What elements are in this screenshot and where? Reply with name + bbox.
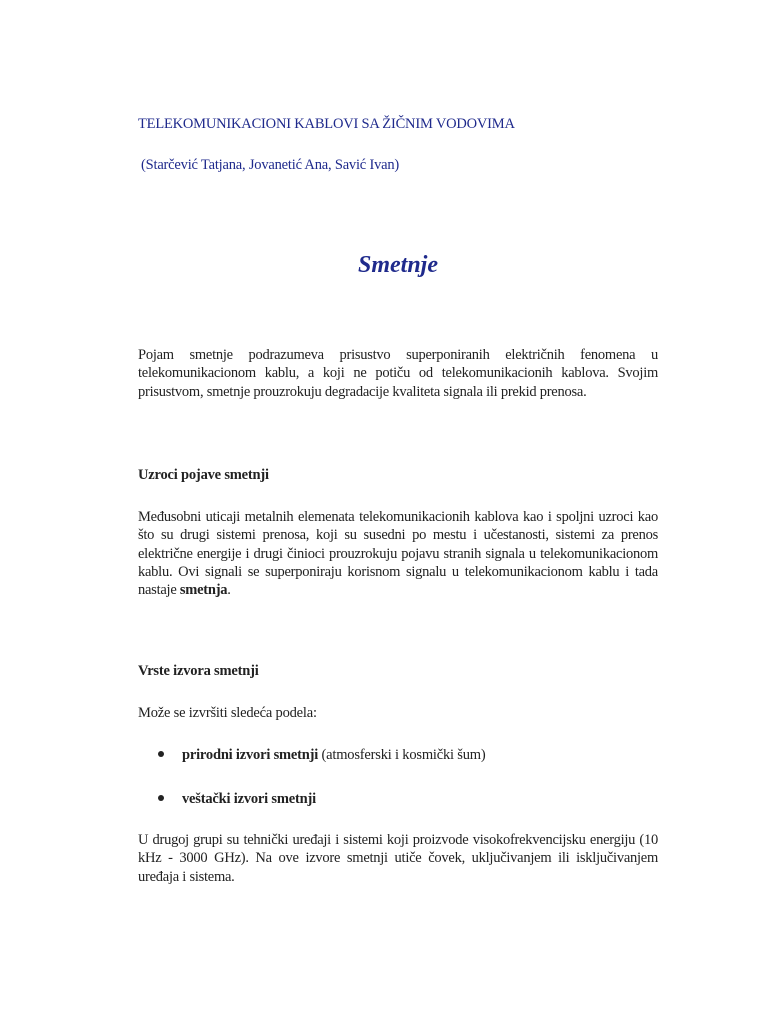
causes-paragraph-end: . [227,582,231,599]
bullet-icon [158,751,164,757]
header-title: TELEKOMUNIKACIONI KABLOVI SA ŽIČNIM VODOVIMA [138,116,515,132]
sources-paragraph: U drugoj grupi su tehnički uređaji i sistemi koji proizvode visokofrekvencijsku energiju (10 kHz - 3000 GHz). Na ove izvore smetnji utiče čovek, uključivanjem ili isključivanjem uređaja i sistema. [138,832,658,885]
causes-paragraph-bold-term: smetnja [179,582,228,599]
intro-paragraph: Pojam smetnje podrazumeva prisustvo superponiranih električnih fenomena u telekomunikacionom kablu, a koji ne potiču od telekomunikacionih kablova. Svojim prisustvom, smetnje prouzrokuju degradacije kvaliteta signala ili prekid prenosa. [138,347,658,400]
bullet-icon [158,795,164,801]
causes-paragraph-text: Međusobni uticaji metalnih elemenata telekomunikacionih kablova kao i spoljni uzroci kao što su drugi sistemi prenosa, koji su susedni po mestu i učestanosti, sistemi za prenos električne energije i drugi činioci prouzrokuju pojavu stranih signala u telekomunikacionom kablu. Ovi signali se superponiraju korisnom signalu u telekomunikacionom kablu i tada nastaje [138,509,658,599]
section-heading-sources: Vrste izvora smetnji [138,663,259,679]
causes-paragraph [138,508,658,599]
list-item [158,791,316,808]
list-item-bold: prirodni izvori smetnji [182,747,319,763]
list-item [158,747,485,764]
list-item-rest: (atmosferski i kosmički šum) [318,747,486,763]
list-item-bold: veštački izvori smetnji [182,791,316,807]
document-title: Smetnje [357,252,438,278]
section-heading-causes: Uzroci pojave smetnji [138,467,269,483]
authors-line: (Starčević Tatjana, Jovanetić Ana, Savić Ivan) [141,157,400,173]
sources-intro: Može se izvršiti sledeća podela: [138,705,317,721]
